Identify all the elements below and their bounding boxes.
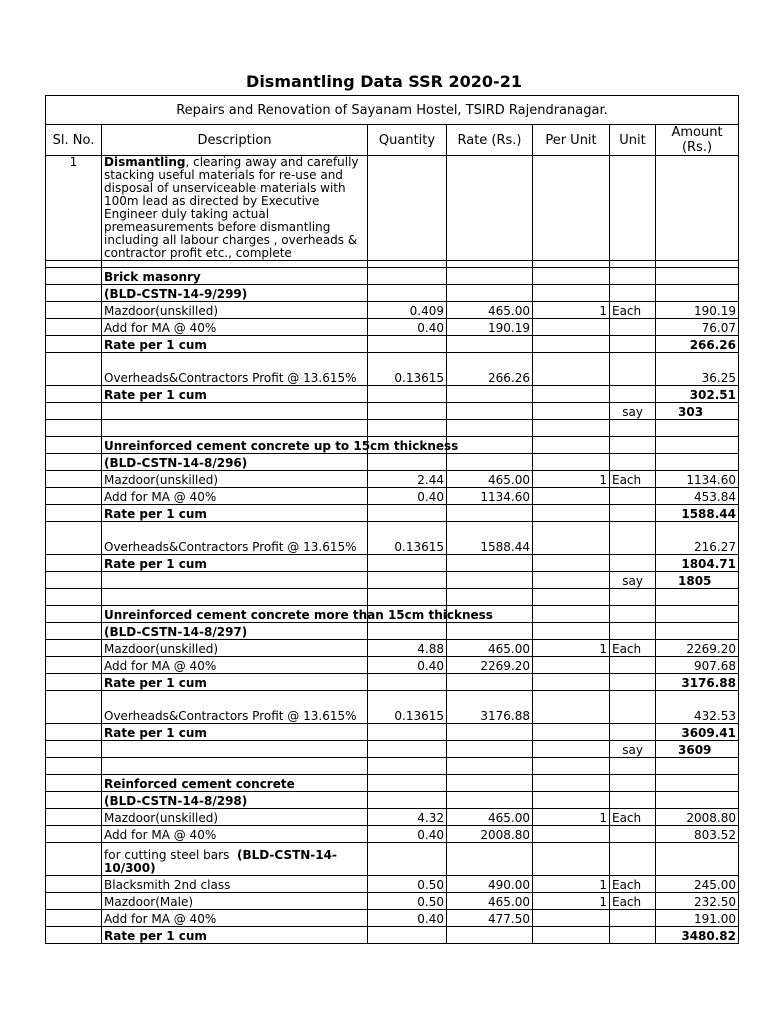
cutting-steel-description: for cutting steel bars (BLD-CSTN-14-10/300): [102, 843, 368, 876]
rate-per-cum-amount: 3480.82: [656, 927, 739, 944]
rate-per-cum-amount: 302.51: [656, 386, 739, 403]
row-per-unit: 1: [533, 471, 610, 488]
say-value: 1805: [656, 572, 739, 589]
row-quantity: 4.88: [368, 640, 447, 657]
row-description: Mazdoor(unskilled): [102, 471, 368, 488]
row-description: Add for MA @ 40%: [102, 488, 368, 505]
row-quantity: 2.44: [368, 471, 447, 488]
item-row: [46, 156, 739, 261]
table-row: [46, 505, 739, 522]
row-rate: 1588.44: [447, 522, 533, 555]
row-amount: 232.50: [656, 893, 739, 910]
row-quantity: 4.32: [368, 809, 447, 826]
overheads-description: Overheads&Contractors Profit @ 13.615%: [102, 522, 368, 555]
row-description: Mazdoor(unskilled): [102, 809, 368, 826]
rate-analysis-table: [45, 95, 739, 944]
table-row: [46, 893, 739, 910]
row-quantity: 0.40: [368, 657, 447, 674]
table-row: [46, 386, 739, 403]
row-rate: 1134.60: [447, 488, 533, 505]
row-rate: 2008.80: [447, 826, 533, 843]
row-quantity: 0.13615: [368, 522, 447, 555]
table-row: [46, 657, 739, 674]
row-description: Blacksmith 2nd class: [102, 876, 368, 893]
row-amount: 432.53: [656, 691, 739, 724]
say-label: say: [610, 403, 656, 420]
row-description: Mazdoor(unskilled): [102, 302, 368, 319]
row-unit: Each: [610, 876, 656, 893]
section-code: (BLD-CSTN-14-9/299): [102, 285, 368, 302]
say-label: say: [610, 741, 656, 758]
row-amount: 36.25: [656, 353, 739, 386]
say-value: 303: [656, 403, 739, 420]
row-description: Add for MA @ 40%: [102, 657, 368, 674]
rate-per-cum-label: Rate per 1 cum: [102, 386, 368, 403]
table-row: [46, 261, 739, 268]
row-quantity: 0.50: [368, 893, 447, 910]
rate-per-cum-label: Rate per 1 cum: [102, 505, 368, 522]
row-amount: 803.52: [656, 826, 739, 843]
row-quantity: 0.40: [368, 910, 447, 927]
table-row: [46, 758, 739, 775]
row-per-unit: 1: [533, 302, 610, 319]
row-rate: 465.00: [447, 809, 533, 826]
table-row: [46, 471, 739, 488]
table-row: [46, 437, 739, 454]
row-description: Add for MA @ 40%: [102, 319, 368, 336]
table-row: [46, 420, 739, 437]
header-row: [46, 125, 739, 156]
table-row: [46, 826, 739, 843]
table-row: [46, 640, 739, 657]
row-quantity: 0.50: [368, 876, 447, 893]
row-unit: Each: [610, 471, 656, 488]
header-quantity: Quantity: [368, 125, 447, 156]
rate-per-cum-label: Rate per 1 cum: [102, 674, 368, 691]
row-quantity: 0.40: [368, 826, 447, 843]
rate-per-cum-amount: 1588.44: [656, 505, 739, 522]
row-quantity: 0.13615: [368, 691, 447, 724]
table-row: [46, 674, 739, 691]
table-row: [46, 927, 739, 944]
table-row: [46, 775, 739, 792]
row-per-unit: 1: [533, 893, 610, 910]
header-amount: Amount (Rs.): [656, 125, 739, 156]
header-slno: Sl. No.: [46, 125, 102, 156]
rate-per-cum-amount: 3609.41: [656, 724, 739, 741]
sheet-subtitle: Repairs and Renovation of Sayanam Hostel, TSIRD Rajendranagar.: [46, 96, 739, 125]
row-description: Add for MA @ 40%: [102, 910, 368, 927]
row-per-unit: 1: [533, 876, 610, 893]
row-amount: 2269.20: [656, 640, 739, 657]
item-slno: 1: [46, 156, 102, 261]
rate-per-cum-amount: 266.26: [656, 336, 739, 353]
row-description: Add for MA @ 40%: [102, 826, 368, 843]
overheads-description: Overheads&Contractors Profit @ 13.615%: [102, 691, 368, 724]
table-row: [46, 809, 739, 826]
table-row: [46, 876, 739, 893]
section-heading: Reinforced cement concrete: [102, 775, 368, 792]
rate-per-cum-amount: 1804.71: [656, 555, 739, 572]
table-row: [46, 724, 739, 741]
table-row: [46, 522, 739, 555]
section-heading: Brick masonry: [102, 268, 368, 285]
section-code: (BLD-CSTN-14-8/296): [102, 454, 368, 471]
row-amount: 191.00: [656, 910, 739, 927]
table-row: [46, 910, 739, 927]
table-row: [46, 792, 739, 809]
row-per-unit: 1: [533, 640, 610, 657]
say-value: 3609: [656, 741, 739, 758]
table-row: [46, 285, 739, 302]
row-rate: 490.00: [447, 876, 533, 893]
rate-per-cum-label: Rate per 1 cum: [102, 555, 368, 572]
overheads-description: Overheads&Contractors Profit @ 13.615%: [102, 353, 368, 386]
table-row: [46, 403, 739, 420]
row-rate: 465.00: [447, 640, 533, 657]
row-quantity: 0.40: [368, 488, 447, 505]
row-rate: 2269.20: [447, 657, 533, 674]
row-description: Mazdoor(Male): [102, 893, 368, 910]
page-title: Dismantling Data SSR 2020-21: [246, 72, 522, 91]
row-unit: Each: [610, 302, 656, 319]
header-description: Description: [102, 125, 368, 156]
row-per-unit: 1: [533, 809, 610, 826]
section-code: (BLD-CSTN-14-8/298): [102, 792, 368, 809]
table-row: [46, 589, 739, 606]
table-row: [46, 555, 739, 572]
section-code: (BLD-CSTN-14-8/297): [102, 623, 368, 640]
row-amount: 245.00: [656, 876, 739, 893]
row-rate: 266.26: [447, 353, 533, 386]
table-row: [46, 319, 739, 336]
row-amount: 453.84: [656, 488, 739, 505]
row-amount: 190.19: [656, 302, 739, 319]
row-amount: 76.07: [656, 319, 739, 336]
row-quantity: 0.409: [368, 302, 447, 319]
row-amount: 1134.60: [656, 471, 739, 488]
section-heading: Unreinforced cement concrete up to 15cm thickness: [102, 437, 368, 454]
row-unit: Each: [610, 809, 656, 826]
row-rate: 190.19: [447, 319, 533, 336]
header-rate: Rate (Rs.): [447, 125, 533, 156]
row-amount: 907.68: [656, 657, 739, 674]
header-per-unit: Per Unit: [533, 125, 610, 156]
table-row: [46, 488, 739, 505]
header-unit: Unit: [610, 125, 656, 156]
table-row: [46, 843, 739, 876]
table-row: [46, 691, 739, 724]
table-row: [46, 741, 739, 758]
item-description: Dismantling, clearing away and carefully stacking useful materials for re-use and disposal of unserviceable materials with 100m lead as directed by Executive Engineer duly taking actual premeasurements before dismantling including all labour charges , overheads & contractor profit etc., complete: [102, 156, 368, 261]
row-rate: 465.00: [447, 471, 533, 488]
table-row: [46, 623, 739, 640]
say-label: say: [610, 572, 656, 589]
section-heading: Unreinforced cement concrete more than 15cm thickness: [102, 606, 368, 623]
row-description: Mazdoor(unskilled): [102, 640, 368, 657]
table-row: [46, 454, 739, 471]
row-amount: 216.27: [656, 522, 739, 555]
rate-per-cum-amount: 3176.88: [656, 674, 739, 691]
table-row: [46, 336, 739, 353]
rate-per-cum-label: Rate per 1 cum: [102, 927, 368, 944]
table-row: [46, 268, 739, 285]
row-rate: 465.00: [447, 893, 533, 910]
table-row: [46, 302, 739, 319]
table-row: [46, 606, 739, 623]
row-quantity: 0.13615: [368, 353, 447, 386]
row-rate: 3176.88: [447, 691, 533, 724]
table-row: [46, 353, 739, 386]
row-rate: 477.50: [447, 910, 533, 927]
row-unit: Each: [610, 640, 656, 657]
rate-per-cum-label: Rate per 1 cum: [102, 724, 368, 741]
rate-per-cum-label: Rate per 1 cum: [102, 336, 368, 353]
row-quantity: 0.40: [368, 319, 447, 336]
table-row: [46, 572, 739, 589]
row-amount: 2008.80: [656, 809, 739, 826]
row-unit: Each: [610, 893, 656, 910]
row-rate: 465.00: [447, 302, 533, 319]
